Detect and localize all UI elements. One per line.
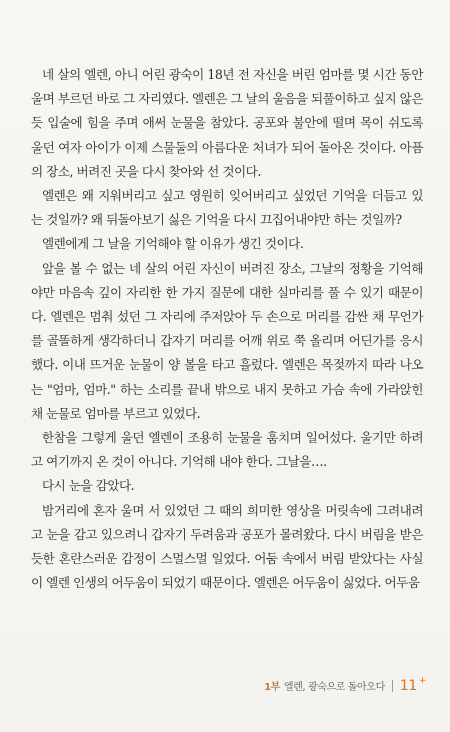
paragraph-1: 네 살의 엘렌, 아니 어린 광숙이 18년 전 자신을 버린 엄마를 몇 시간 동안 울며 부르던 바로 그 자리였다. 엘렌은 그 날의 울음을 되풀이하고 싶지 않은 듯 입술에 힘을 주며 애써 눈물을 참았다. 공포와 불안에 떨며 목이 쉬도록 울던 여자 아이가 이제 스물둘의 아름다운 처녀가 되어 돌아온 것이다. 아픔의 장소, 버려진 곳을 다시 찾아와 선 것이다. (31, 67, 424, 179)
body-text (31, 63, 423, 595)
footer-divider (392, 680, 393, 692)
chapter-title: 엘렌, 광숙으로 돌아오다 (283, 682, 385, 693)
page-number: 11 (399, 678, 417, 694)
page-footer (264, 678, 426, 694)
paragraph-5: 한참을 그렇게 울던 엘렌이 조용히 눈물을 훔치며 일어섰다. 울기만 하려고 여기까지 온 것이 아니다. 기억해 내야 한다. 그날을…. (31, 430, 423, 470)
part-label: 1부 (264, 682, 280, 693)
plus-mark: + (418, 676, 426, 686)
paragraph-7: 밤거리에 혼자 울며 서 있었던 그 때의 희미한 영상을 머릿속에 그려내려고 눈을 감고 있으려니 갑자기 두려움과 공포가 몰려왔다. 다시 버림을 받은 듯한 혼란스러운 감정이 스멀스멀 일었다. 어둠 속에서 버림 받았다는 사실이 엘렌 인생의 어두움이 되었기 때문이다. 엘렌은 어두움이 싫었다. 어두움 (31, 502, 423, 591)
paragraph-6: 다시 눈을 감았다. (42, 478, 135, 494)
paragraph-2: 엘렌은 왜 지워버리고 싶고 영원히 잊어버리고 싶었던 기억을 더듬고 있는 것일까? 왜 뒤돌아보기 싫은 기억을 다시 끄집어내야만 하는 것일까? (31, 188, 423, 228)
paragraph-4: 앞을 볼 수 없는 네 살의 어린 자신이 버려진 장소, 그날의 정황을 기억해야만 마음속 깊이 자리한 한 가지 질문에 대한 실마리를 풀 수 있기 때문이다. 엘렌은 멈춰 섰던 그 자리에 주저앉아 두 손으로 머리를 감싼 채 무언가를 골똘하게 생각하더니 갑자기 머리를 어깨 위로 쭉 올리며 어딘가를 응시했다. 이내 뜨거운 눈물이 양 볼을 타고 흘렀다. 엘렌은 목젖까지 따라 나오는 "엄마, 엄마." 하는 소리를 끝내 밖으로 내지 못하고 가슴 속에 가라앉힌 채 눈물로 엄마를 부르고 있었다. (31, 260, 423, 421)
paragraph-3: 엘렌에게 그 날을 기억해야 할 이유가 생긴 것이다. (42, 236, 304, 252)
